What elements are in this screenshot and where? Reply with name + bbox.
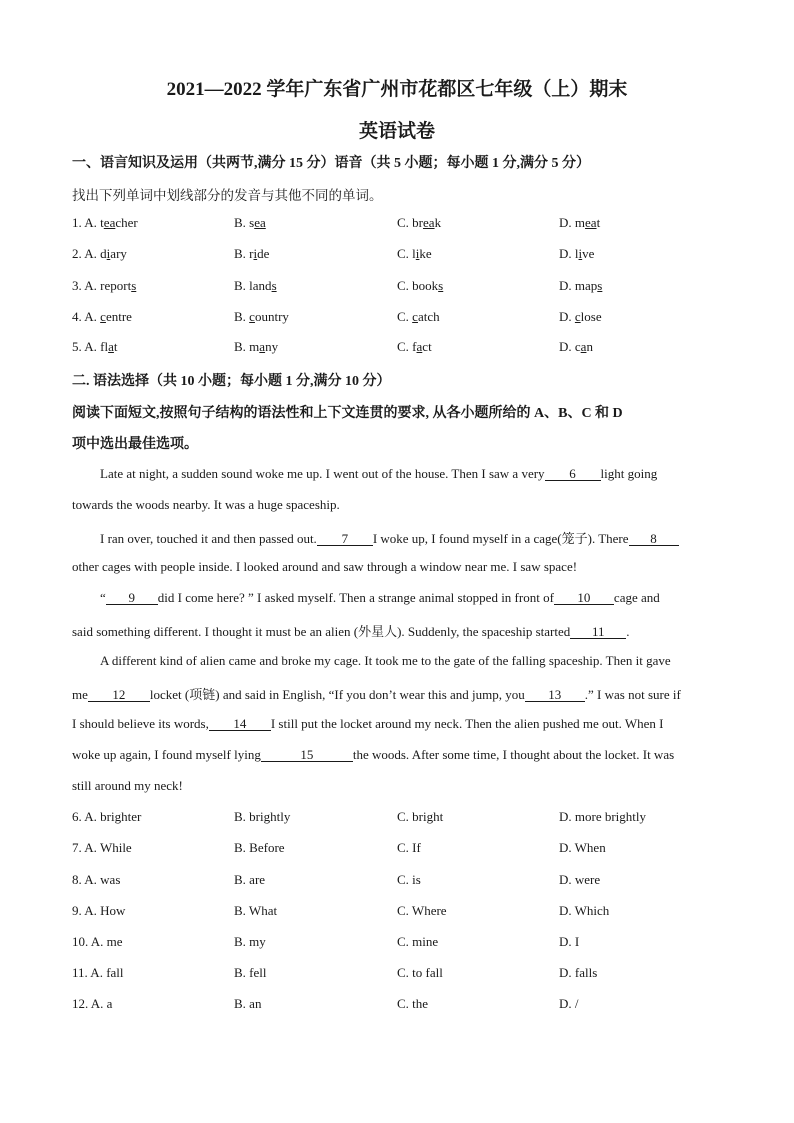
option-b: B. sea [234, 215, 266, 230]
option-c: C. bright [397, 809, 444, 824]
question-number: 5. A. [72, 339, 97, 354]
question-number: 4. A. [72, 309, 97, 324]
underlined-part: s [271, 278, 277, 293]
option-b: B. ride [234, 246, 270, 261]
option-b: B. lands [234, 278, 277, 293]
option-d: D. I [559, 934, 580, 949]
underlined-part: c [100, 309, 106, 324]
option-b: B. Before [234, 840, 285, 855]
question-number: 9. A. [72, 903, 97, 918]
blank-15: 15 [261, 748, 353, 762]
section2-instruction-line1: 阅读下面短文,按照句子结构的语法性和上下文连贯的要求, 从各小题所给的 A、B、C 和 D [72, 406, 623, 421]
underlined-part: ea [254, 215, 266, 230]
option-a: 5. A. flat [72, 339, 118, 354]
underlined-part: s [131, 278, 137, 293]
underlined-part: i [415, 246, 420, 261]
option-a: 9. A. How [72, 903, 126, 918]
question-number: 10. A. [72, 934, 104, 949]
blank-13: 13 [525, 688, 585, 702]
passage-line: Late at night, a sudden sound woke me up. I went out of the house. Then I saw a very 6 light going [100, 466, 658, 481]
option-c: C. mine [397, 934, 439, 949]
option-c: C. fact [397, 339, 432, 354]
underlined-part: ea [423, 215, 435, 230]
question-number: 2. A. [72, 246, 97, 261]
passage-line: said something different. I thought it must be an alien (外星人). Suddenly, the spaceship started 11 . [72, 624, 630, 639]
option-c: C. If [397, 840, 421, 855]
option-b: B. an [234, 996, 262, 1011]
blank-8: 8 [629, 532, 679, 546]
section1-instruction: 找出下列单词中划线部分的发音与其他不同的单词。 [72, 188, 383, 203]
underlined-part: ea [103, 215, 116, 230]
option-a: 6. A. brighter [72, 809, 142, 824]
option-b: B. country [234, 309, 289, 324]
option-a: 8. A. was [72, 872, 121, 887]
passage-line: “ 9 did I come here? ” I asked myself. Then a strange animal stopped in front of 10 cage and [100, 590, 660, 605]
question-number: 3. A. [72, 278, 97, 293]
option-a: 2. A. diary [72, 246, 127, 261]
underlined-part: a [108, 339, 114, 354]
passage-line: me 12 locket (项链) and said in English, “If you don’t wear this and jump, you 13 .” I was not sure if [72, 687, 681, 702]
underlined-part: c [412, 309, 418, 324]
option-c: C. to fall [397, 965, 443, 980]
question-number: 6. A. [72, 809, 97, 824]
option-d: D. maps [559, 278, 603, 293]
option-b: B. my [234, 934, 266, 949]
option-b: B. fell [234, 965, 267, 980]
passage-line: towards the woods nearby. It was a huge spaceship. [72, 497, 340, 512]
option-d: D. / [559, 996, 579, 1011]
option-c: C. like [397, 246, 432, 261]
option-d: D. Which [559, 903, 610, 918]
option-d: D. live [559, 246, 595, 261]
option-c: C. Where [397, 903, 447, 918]
passage-line: A different kind of alien came and broke my cage. It took me to the gate of the falling spaceship. Then it gave [100, 653, 671, 668]
option-c: C. is [397, 872, 421, 887]
underlined-part: c [249, 309, 255, 324]
option-b: B. many [234, 339, 279, 354]
option-a: 7. A. While [72, 840, 132, 855]
passage-line: other cages with people inside. I looked around and saw through a window near me. I saw space! [72, 559, 578, 574]
question-number: 1. A. [72, 215, 97, 230]
option-a: 3. A. reports [72, 278, 137, 293]
option-c: C. the [397, 996, 429, 1011]
question-number: 11. A. [72, 965, 103, 980]
underlined-part: a [580, 339, 587, 354]
question-number: 12. A. [72, 996, 104, 1011]
underlined-part: a [259, 339, 266, 354]
passage-line: I should believe its words, 14 I still put the locket around my neck. Then the alien pushed me out. When I [72, 716, 664, 731]
option-c: C. books [397, 278, 444, 293]
option-d: D. were [559, 872, 601, 887]
blank-11: 11 [570, 625, 626, 639]
blank-7: 7 [317, 532, 373, 546]
question-number: 8. A. [72, 872, 97, 887]
option-a: 11. A. fall [72, 965, 124, 980]
blank-6: 6 [545, 467, 601, 481]
blank-12: 12 [88, 688, 150, 702]
underlined-part: s [597, 278, 603, 293]
passage-line: woke up again, I found myself lying 15 the woods. After some time, I thought about the locket. It was [72, 747, 675, 762]
underlined-part: i [106, 246, 111, 261]
blank-9: 9 [106, 591, 158, 605]
section1-heading: 一、语言知识及运用（共两节,满分 15 分）语音（共 5 小题；每小题 1 分,满分 5 分） [72, 156, 590, 171]
underlined-part: a [416, 339, 423, 354]
underlined-part: c [574, 309, 581, 324]
option-c: C. break [397, 215, 442, 230]
option-a: 10. A. me [72, 934, 123, 949]
exam-subtitle: 英语试卷 [358, 121, 435, 142]
option-d: D. falls [559, 965, 598, 980]
passage-line: I ran over, touched it and then passed out. 7 I woke up, I found myself in a cage(笼子). There 8 [100, 528, 679, 547]
option-d: D. more brightly [559, 809, 647, 824]
option-a: 12. A. a [72, 996, 113, 1011]
option-a: 1. A. teacher [72, 215, 138, 230]
section2-heading: 二. 语法选择（共 10 小题；每小题 1 分,满分 10 分） [72, 374, 391, 389]
option-d: D. When [559, 840, 606, 855]
section2-instruction-line2: 项中选出最佳选项。 [72, 437, 198, 452]
option-a: 4. A. centre [72, 309, 132, 324]
underlined-part: ea [585, 215, 597, 230]
exam-title: 2021—2022 学年广东省广州市花都区七年级（上）期末 [166, 79, 628, 100]
option-c: C. catch [397, 309, 440, 324]
option-b: B. brightly [234, 809, 291, 824]
question-number: 7. A. [72, 840, 97, 855]
option-d: D. meat [559, 215, 601, 230]
blank-10: 10 [554, 591, 614, 605]
underlined-part: i [253, 246, 258, 261]
option-b: B. are [234, 872, 266, 887]
blank-14: 14 [209, 717, 271, 731]
underlined-part: i [578, 246, 583, 261]
underlined-part: s [438, 278, 444, 293]
option-b: B. What [234, 903, 278, 918]
passage-line: still around my neck! [72, 778, 183, 793]
option-d: D. close [559, 309, 602, 324]
option-d: D. can [559, 339, 593, 354]
